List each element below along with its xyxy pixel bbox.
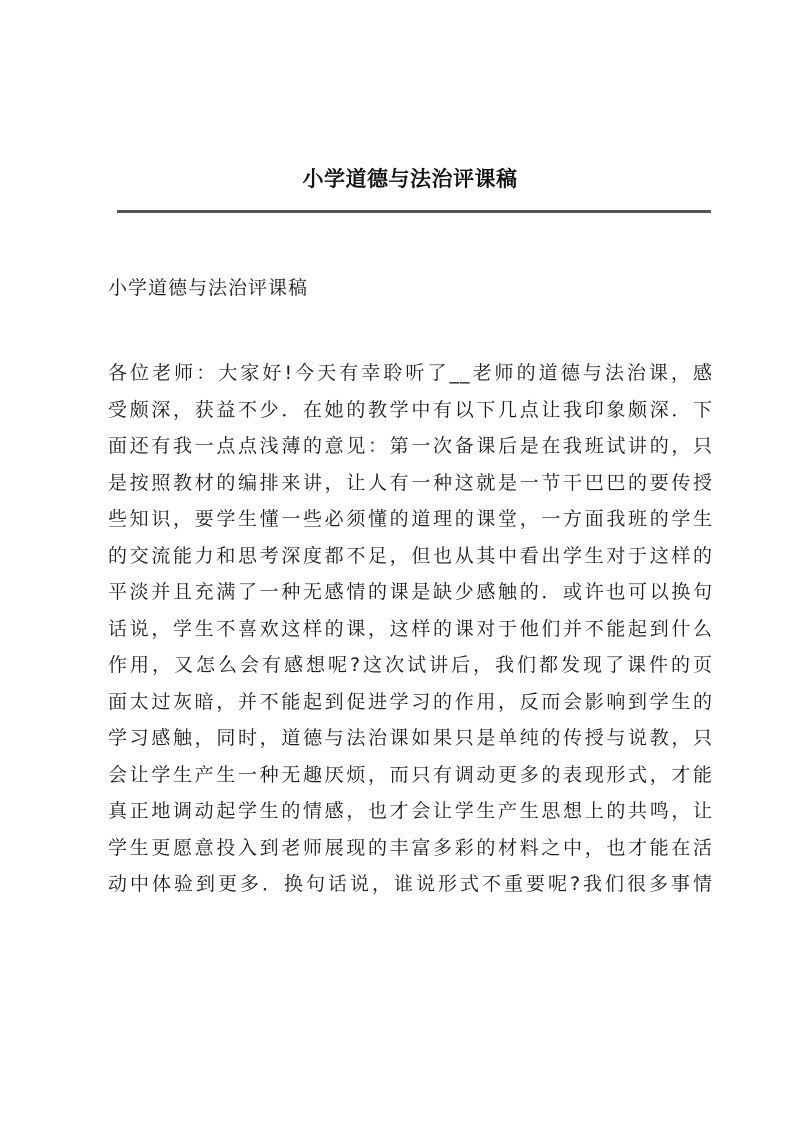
body-line: 的交流能力和思考深度都不足，但也从其中看出学生对于这样的 [108, 544, 713, 567]
body-line: 面太过灰暗，并不能起到促进学习的作用，反而会影响到学生的 [108, 690, 713, 713]
body-line: 面还有我一点点浅薄的意见：第一次备课后是在我班试讲的，只 [108, 435, 713, 457]
body-line: 是按照教材的编排来讲，让人有一种这就是一节干巴巴的要传授 [108, 471, 713, 494]
body-line: 会让学生产生一种无趣厌烦，而只有调动更多的表现形式，才能 [108, 763, 713, 786]
header-divider [117, 210, 711, 213]
body-line: 各位老师：大家好!今天有幸聆听了__老师的道德与法治课，感 [108, 362, 713, 384]
body-line: 话说，学生不喜欢这样的课，这样的课对于他们并不能起到什么 [108, 617, 713, 640]
body-line: 学生更愿意投入到老师展现的丰富多彩的材料之中，也才能在活 [108, 836, 713, 859]
body-line: 平淡并且充满了一种无感情的课是缺少感触的．或许也可以换句 [108, 581, 713, 603]
body-line: 受颇深，获益不少．在她的教学中有以下几点让我印象颇深．下 [108, 398, 713, 421]
body-line: 作用，又怎么会有感想呢?这次试讲后，我们都发现了课件的页 [108, 654, 713, 676]
body-line: 真正地调动起学生的情感，也才会让学生产生思想上的共鸣，让 [108, 800, 713, 822]
page-header-title: 小学道德与法治评课稿 [302, 166, 518, 191]
document-title: 小学道德与法治评课稿 [108, 277, 309, 299]
document-body [108, 355, 713, 903]
body-line: 动中体验到更多．换句话说，谁说形式不重要呢?我们很多事情 [108, 873, 713, 895]
body-line: 些知识，要学生懂一些必须懂的道理的课堂，一方面我班的学生 [108, 508, 713, 530]
body-line: 学习感触，同时，道德与法治课如果只是单纯的传授与说教，只 [108, 727, 713, 749]
